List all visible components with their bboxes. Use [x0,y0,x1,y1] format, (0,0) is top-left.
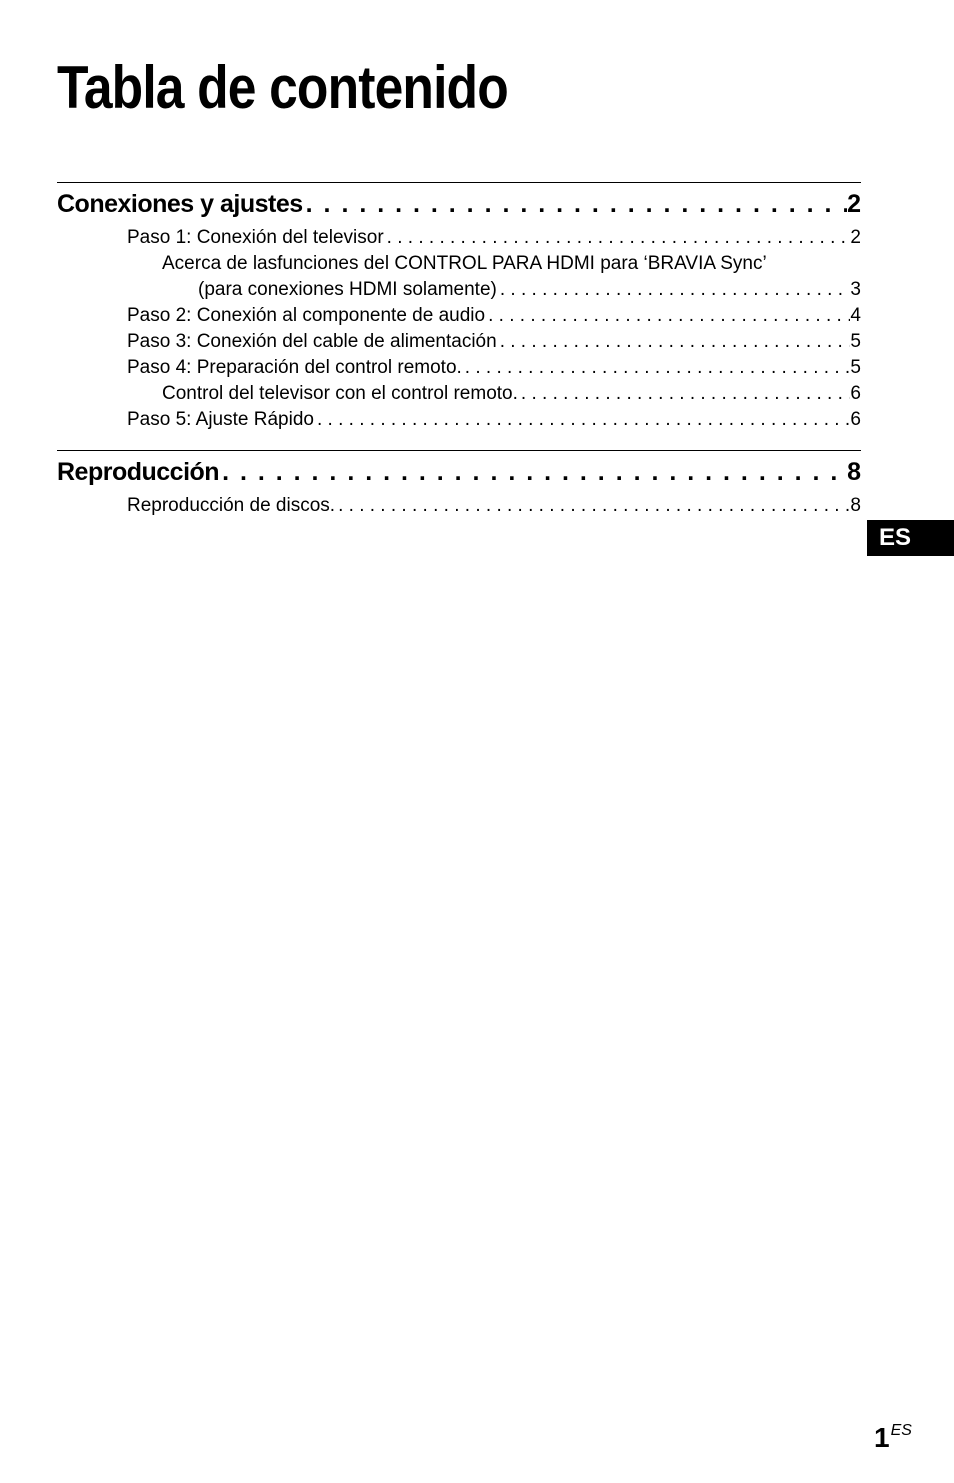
dot-leader [497,277,851,303]
dot-leader [497,329,851,355]
toc-entry-label: (para conexiones HDMI solamente) [198,279,497,300]
toc-entry[interactable] [57,407,861,433]
dot-leader [219,451,847,493]
dot-leader [314,407,850,433]
toc-entry[interactable] [57,355,861,381]
toc-entry-label: Acerca de lasfunciones del CONTROL PARA HDMI para ‘BRAVIA Sync’ [162,253,767,274]
toc-heading-conexiones[interactable] [57,183,861,225]
dot-leader [518,381,851,407]
toc-page-number: 8 [850,495,861,516]
toc-page-number: 6 [850,409,861,430]
toc-entry[interactable] [57,225,861,251]
toc-entry[interactable] [57,493,861,519]
dot-leader [384,225,851,251]
toc-entry-label: Control del televisor con el control remoto. [162,383,518,404]
toc-entry-label: Reproducción de discos. [127,495,336,516]
toc-entry[interactable] [57,329,861,355]
page-title: Tabla de contenido [57,54,508,121]
toc-entry[interactable] [57,381,861,407]
toc-entry[interactable] [57,303,861,329]
toc-entry-label: Paso 1: Conexión del televisor [127,227,384,248]
dot-leader [485,303,850,329]
toc-heading-label: Conexiones y ajustes [57,190,303,218]
toc-page-number: 2 [847,190,861,218]
language-tab: ES [867,520,954,556]
toc-entry-label: Paso 4: Preparación del control remoto. [127,357,462,378]
toc-section-conexiones [57,182,861,433]
page-number-value: 1 [874,1422,890,1453]
toc-page-number: 5 [850,331,861,352]
toc-page-number: 5 [850,357,861,378]
toc-entry[interactable] [57,277,861,303]
toc-heading-reproduccion[interactable] [57,451,861,493]
dot-leader [303,183,847,225]
toc-page-number: 4 [850,305,861,326]
toc-heading-label: Reproducción [57,458,220,486]
toc-entry[interactable] [57,251,861,277]
toc-page-number: 8 [847,458,861,486]
toc-section-reproduccion [57,450,861,519]
page-number-suffix: ES [890,1422,912,1439]
toc-entry-label: Paso 5: Ajuste Rápido [127,409,314,430]
toc-page-number: 2 [850,227,861,248]
dot-leader [335,493,850,519]
toc-entry-label: Paso 2: Conexión al componente de audio [127,305,486,326]
toc-page-number: 3 [850,279,861,300]
dot-leader [462,355,851,381]
toc-page-number: 6 [850,383,861,404]
toc-entry-label: Paso 3: Conexión del cable de alimentación [127,331,497,352]
page-number [874,1422,912,1454]
